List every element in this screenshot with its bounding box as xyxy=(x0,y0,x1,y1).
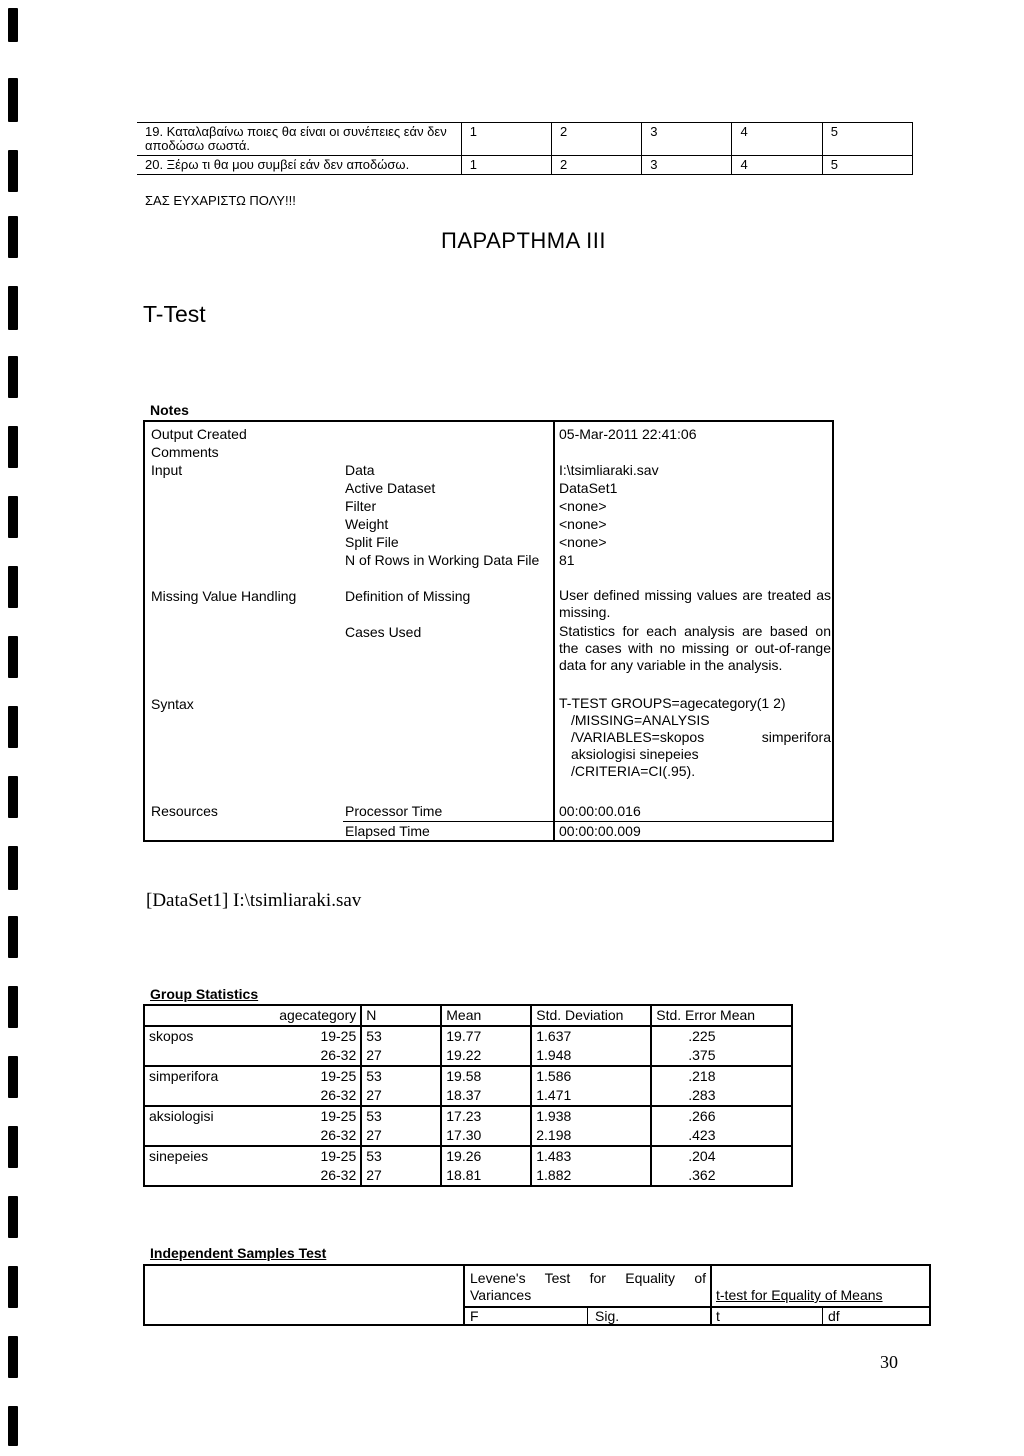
thanks-text: ΣΑΣ ΕΥΧΑΡΙΣΤΩ ΠΟΛΥ!!! xyxy=(145,193,296,208)
question-row xyxy=(137,156,913,175)
processor-time-label: Processor Time xyxy=(345,803,443,819)
group-cell: 26-32 xyxy=(222,1126,361,1146)
group-stats-header-row xyxy=(144,1005,792,1026)
elapsed-time-label: Elapsed Time xyxy=(345,823,430,839)
scale-4: 4 xyxy=(732,156,822,175)
n-cell: 27 xyxy=(361,1046,441,1066)
n-cell: 27 xyxy=(361,1126,441,1146)
mean-cell: 17.23 xyxy=(441,1106,531,1126)
split-file-value: <none> xyxy=(559,534,607,550)
n-cell: 27 xyxy=(361,1086,441,1106)
variable-name: sinepeies xyxy=(149,1148,209,1164)
n-rows-value: 81 xyxy=(559,552,575,568)
n-cell: 27 xyxy=(361,1166,441,1186)
elapsed-time-value: 00:00:00.009 xyxy=(559,823,641,839)
mean-cell: 17.30 xyxy=(441,1126,531,1146)
header-agecategory: agecategory xyxy=(222,1005,361,1026)
std-dev-cell: 1.483 xyxy=(531,1146,651,1166)
notes-table xyxy=(143,420,834,842)
table-row xyxy=(144,1026,792,1046)
indep-test-table xyxy=(143,1264,931,1326)
syntax-line: /MISSING=ANALYSIS xyxy=(571,712,710,728)
table-row xyxy=(144,1046,792,1066)
syntax-value xyxy=(559,695,831,780)
missing-label: Missing Value Handling xyxy=(151,588,297,604)
cases-used-label: Cases Used xyxy=(345,624,422,640)
std-dev-cell: 2.198 xyxy=(531,1126,651,1146)
table-row xyxy=(144,1126,792,1146)
appendix-title: ΠΑΡΑΡΤΗΜΑ III xyxy=(441,228,607,253)
std-dev-cell: 1.471 xyxy=(531,1086,651,1106)
std-err-cell: .423 xyxy=(651,1126,792,1146)
group-cell: 26-32 xyxy=(320,1167,357,1183)
scale-4: 4 xyxy=(732,123,822,156)
scale-3: 3 xyxy=(642,156,732,175)
std-err-cell: .225 xyxy=(651,1026,792,1046)
std-err-cell: .362 xyxy=(651,1166,792,1186)
cases-used-value: Statistics for each analysis are based on the cases with no missing or out-of-range data for any variable in the analysis. xyxy=(559,623,831,673)
std-dev-cell: 1.586 xyxy=(531,1066,651,1086)
std-err-cell: .266 xyxy=(651,1106,792,1126)
std-err-cell: .218 xyxy=(651,1066,792,1086)
table-row xyxy=(144,1106,792,1126)
scale-5: 5 xyxy=(822,123,912,156)
mean-cell: 18.81 xyxy=(441,1166,531,1186)
mean-cell: 18.37 xyxy=(441,1086,531,1106)
notes-caption: Notes xyxy=(150,402,189,418)
question-text: 20. Ξέρω τι θα μου συμβεί εάν δεν αποδώσω. xyxy=(137,156,461,175)
question-row xyxy=(137,123,913,156)
group-stats-caption: Group Statistics xyxy=(150,986,259,1002)
section-title: T-Test xyxy=(143,301,206,327)
filter-value: <none> xyxy=(559,498,607,514)
scale-2: 2 xyxy=(551,123,641,156)
group-cell: 19-25 xyxy=(320,1068,357,1084)
group-cell: 26-32 xyxy=(222,1086,361,1106)
mean-cell: 19.26 xyxy=(441,1146,531,1166)
input-data-label: Data xyxy=(345,462,375,478)
mean-cell: 19.58 xyxy=(441,1066,531,1086)
sub-header-sig: Sig. xyxy=(595,1308,620,1324)
n-cell: 53 xyxy=(361,1026,441,1046)
variable-name: simperifora xyxy=(149,1068,219,1084)
mean-cell: 19.77 xyxy=(441,1026,531,1046)
table-row xyxy=(144,1086,792,1106)
resources-label: Resources xyxy=(151,803,218,819)
group-cell: 19-25 xyxy=(320,1028,357,1044)
table-row xyxy=(144,1146,792,1166)
header-std-deviation: Std. Deviation xyxy=(531,1005,651,1026)
split-file-label: Split File xyxy=(345,534,399,550)
levene-header: Levene's Test for Equality of Variances xyxy=(470,1270,706,1303)
n-cell: 53 xyxy=(361,1106,441,1126)
group-stats-table xyxy=(143,1004,793,1187)
scale-1: 1 xyxy=(461,123,551,156)
group-cell: 26-32 xyxy=(222,1046,361,1066)
n-cell: 53 xyxy=(361,1146,441,1166)
n-cell: 53 xyxy=(361,1066,441,1086)
header-n: N xyxy=(361,1005,441,1026)
scale-3: 3 xyxy=(642,123,732,156)
n-rows-label: N of Rows in Working Data File xyxy=(345,552,540,568)
scale-5: 5 xyxy=(822,156,912,175)
definition-value: User defined missing values are treated as missing. xyxy=(559,587,831,620)
variable-name: skopos xyxy=(149,1028,194,1044)
std-dev-cell: 1.637 xyxy=(531,1026,651,1046)
sub-header-t: t xyxy=(716,1308,720,1324)
indep-test-caption: Independent Samples Test xyxy=(150,1245,327,1261)
sub-header-df: df xyxy=(828,1308,840,1324)
table-row xyxy=(144,1066,792,1086)
syntax-label: Syntax xyxy=(151,696,194,712)
mean-cell: 19.22 xyxy=(441,1046,531,1066)
weight-value: <none> xyxy=(559,516,607,532)
group-cell: 19-25 xyxy=(320,1148,357,1164)
processor-time-value: 00:00:00.016 xyxy=(559,803,641,819)
active-dataset-value: DataSet1 xyxy=(559,480,618,496)
output-created-value: 05-Mar-2011 22:41:06 xyxy=(559,426,697,442)
definition-label: Definition of Missing xyxy=(345,588,471,604)
std-dev-cell: 1.948 xyxy=(531,1046,651,1066)
sub-header-f: F xyxy=(470,1308,479,1324)
filter-label: Filter xyxy=(345,498,377,514)
group-cell: 19-25 xyxy=(320,1108,357,1124)
std-dev-cell: 1.882 xyxy=(531,1166,651,1186)
input-data-value: I:\tsimliaraki.sav xyxy=(559,462,659,478)
scale-1: 1 xyxy=(461,156,551,175)
variable-name: aksiologisi xyxy=(149,1108,214,1124)
header-mean: Mean xyxy=(441,1005,531,1026)
dataset-line: [DataSet1] I:\tsimliaraki.sav xyxy=(146,890,362,911)
syntax-line: T-TEST GROUPS=agecategory(1 2) xyxy=(559,695,786,711)
std-dev-cell: 1.938 xyxy=(531,1106,651,1126)
question-text: 19. Καταλαβαίνω ποιες θα είναι οι συνέπειες εάν δεν αποδώσω σωστά. xyxy=(137,123,461,156)
page-number: 30 xyxy=(880,1352,898,1372)
scale-2: 2 xyxy=(551,156,641,175)
weight-label: Weight xyxy=(345,516,389,532)
std-err-cell: .283 xyxy=(651,1086,792,1106)
active-dataset-label: Active Dataset xyxy=(345,480,436,496)
syntax-line: /CRITERIA=CI(.95). xyxy=(571,763,696,779)
std-err-cell: .204 xyxy=(651,1146,792,1166)
header-std-error-mean: Std. Error Mean xyxy=(651,1005,792,1026)
table-row xyxy=(144,1166,792,1186)
std-err-cell: .375 xyxy=(651,1046,792,1066)
ttest-header: t-test for Equality of Means xyxy=(716,1287,883,1303)
comments-label: Comments xyxy=(151,444,219,460)
input-label: Input xyxy=(151,462,183,478)
output-created-label: Output Created xyxy=(151,426,247,442)
questionnaire-table xyxy=(137,122,913,175)
syntax-line: /VARIABLES=skopos simperifora aksiologisi sinepeies xyxy=(571,729,831,762)
